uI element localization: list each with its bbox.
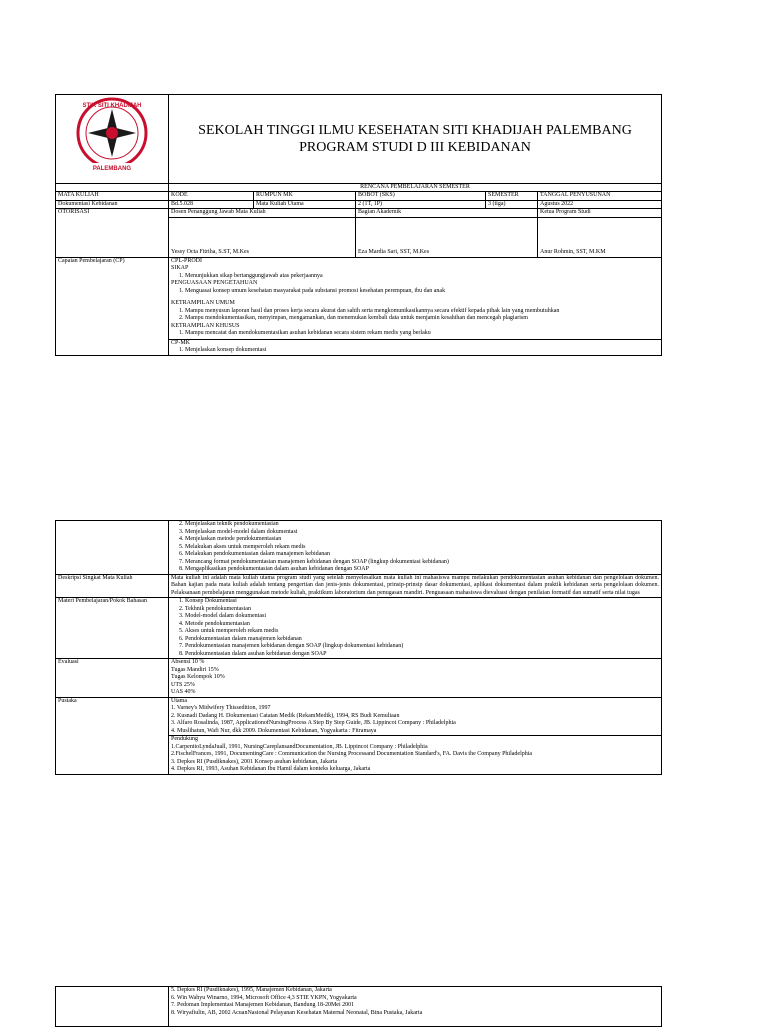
- cpmk-item: 1. Menjelaskan konsep dokumentasi: [179, 347, 267, 353]
- cpmk-item: 2. Menjelaskan teknik pendokumentasian: [179, 521, 279, 527]
- page2-table: [55, 520, 662, 775]
- materi-item: 2. Tekhnik pendokumentasian: [179, 605, 251, 612]
- name-kaprodi: Anur Rohmin, SST, M.KM: [538, 217, 662, 257]
- page-3: [55, 986, 662, 1027]
- program-name: PROGRAM STUDI D III KEBIDANAN: [299, 139, 531, 155]
- evaluasi-item: Tugas Mandiri 15%: [171, 666, 219, 673]
- svg-text:STIK SITI KHADIJAH: STIK SITI KHADIJAH: [82, 103, 142, 109]
- materi-content: [169, 598, 662, 659]
- cpmk-item: 7. Merancang format pendokumentasian manajemen kebidanan dengan SOAP (lingkup dokumentasi kebidanan): [179, 558, 449, 565]
- page-1: [55, 94, 662, 356]
- cpmk-content: [169, 339, 662, 355]
- pustaka-item: 6. Win Wahyu Winarno, 1994, Microsoft Office 4,3 STIE YKPN, Yogyakarta: [171, 994, 357, 1001]
- institution-name: SEKOLAH TINGGI ILMU KESEHATAN SITI KHADIJAH PALEMBANG: [198, 122, 632, 138]
- col-tanggal: TANGGAL PENYUSUNAN: [538, 192, 662, 201]
- utama-item: 2. Kusnadi Dadang H. Dokumentasi Catatan Medik (RekamMedik), 1994, RS Budi Kemuliaan: [171, 712, 400, 719]
- pendukung-content: [169, 736, 662, 775]
- cpmk-item: 3. Menjelaskan model-model dalam dokumentasi: [179, 528, 298, 535]
- page3-label: [56, 987, 169, 1027]
- col-semester: SEMESTER: [486, 192, 538, 201]
- pustaka-label: Pustaka: [56, 697, 169, 774]
- cpl-heading: CPL-PRODI: [171, 257, 203, 264]
- utama-content: [169, 697, 662, 736]
- role-akademik: Bagian Akademik: [356, 209, 538, 218]
- val-rumpun-mk: Mata Kuliah Utama: [254, 200, 356, 209]
- role-dosen: Dosen Penanggung Jawab Mata Kuliah: [169, 209, 356, 218]
- deskripsi-label: Deskripsi Singkat Mata Kuliah: [56, 574, 169, 598]
- svg-text:PALEMBANG: PALEMBANG: [92, 166, 132, 172]
- evaluasi-content: [169, 659, 662, 698]
- khusus-heading: KETRAMPILAN KHUSUS: [171, 322, 240, 329]
- cpmk-item: 8. Mengaplikasikan pendokumentasian dalam asuhan kebidanan dengan SOAP: [179, 566, 369, 572]
- logo-cell: [56, 95, 169, 184]
- cpmk-item: 6. Melakukan pendokumentasian dalam manajemen kebidanan: [179, 551, 330, 557]
- cpmk-cont-label: [56, 521, 169, 575]
- sikap-heading: SIKAP: [171, 265, 189, 271]
- pendukung-item: 1.CarpenitoLyndaJuall, 1991, NursingCareplansandDocumentation, JB. Lippincot Company : Philadelphia: [171, 743, 428, 750]
- cpmk-item: 4. Menjelaskan metode pendokumentasian: [179, 536, 282, 542]
- utama-item: 1. Varney's Midwifery Thissedition, 1997: [171, 705, 271, 711]
- page3-content: [169, 987, 662, 1027]
- name-akademik: Eza Mardia Sari, SST, M.Kes: [356, 217, 538, 257]
- materi-item: 1. Konsep Dokumentasi: [179, 598, 237, 604]
- materi-item: 7. Pendokumentasian manajemen kebidanan dengan SOAP (lingkup dokumentasi kebidanan): [179, 643, 404, 649]
- institution-cell: [169, 95, 662, 184]
- pustaka-item: 7. Pedoman Implementasi Manajemen Kebidanan, Bandung 18-20Mei 2001: [171, 1002, 355, 1008]
- rps-title: RENCANA PEMBELAJARAN SEMESTER: [169, 183, 662, 192]
- sikap-item: 1. Menunjukkan sikap bertanggungjawab atas pekerjaannya: [179, 272, 323, 279]
- val-bobot: 2 (1T, 1P): [356, 200, 486, 209]
- val-tanggal: Agustus 2022: [538, 200, 662, 209]
- utama-item: 4. Muslihatun, Wafi Nur, dkk 2009. Dokumentasi Kebidanan, Yogyakarta : Fitramaya: [171, 727, 377, 734]
- cpmk-cont-content: [169, 521, 662, 575]
- umum-item: 1. Mampu menyusun laporan hasil dan proses kerja secara akurat dan sahih serta mengkomunikasikannya secara efektif kepada pihak lain yang membutuhkan: [179, 307, 560, 314]
- evaluasi-item: Tugas Kelompok 10%: [171, 674, 225, 680]
- otorisasi-label: OTORISASI: [56, 209, 169, 258]
- pendukung-heading: Pendukung: [171, 736, 198, 742]
- pendukung-item: 4. Depkes RI, 1993, Asuhan Kebidanan Ibu Hamil dalam konteks keluarga, Jakarta: [171, 766, 371, 772]
- rps-table: [55, 183, 662, 258]
- pendukung-item: 3. Depkes RI (Pusdiknakes), 2001 Konsep asuhan kebidanan, Jakarta: [171, 758, 338, 765]
- val-mata-kuliah: Dokumentasi Kebidanan: [56, 200, 169, 209]
- pustaka-item: 5. Depkes RI (Pusdiknakes), 1995, Manajemen Kebidanan, Jakarta: [171, 987, 332, 993]
- rps-blank-cell: [56, 183, 169, 192]
- pendukung-item: 2.FischelFrances, 1991, DocumentingCare : Communication the Nursing Processand Documentation Standard's, FA. Davis the Company Philadelphia: [171, 751, 533, 757]
- materi-item: 6. Pendokumentasian dalam manajemen kebidanan: [179, 635, 302, 642]
- school-logo-icon: [64, 95, 160, 179]
- pengetahuan-item: 1. Menguasai konsep umum kesehatan masyarakat pada substansi promosi kesehatan perempuan, ibu dan anak: [179, 287, 446, 294]
- evaluasi-item: Absensi 10 %: [171, 659, 205, 665]
- umum-item: 2. Mampu mendokumentasikan, menyimpan, mengamankan, dan menemukan kembali data untuk menjamin kesahihan dan mencegah plagiarism: [179, 315, 528, 321]
- col-bobot: BOBOT (SKS): [356, 192, 486, 201]
- materi-item: 5. Akses untuk memperoleh rekam medis: [179, 628, 279, 634]
- utama-heading: Utama: [171, 697, 187, 704]
- materi-item: 3. Model-model dalam dokumentasi: [179, 613, 266, 619]
- pengetahuan-heading: PENGUASAAN PENGETAHUAN: [171, 280, 258, 286]
- materi-item: 8. Pendokumentasian dalam asuhan kebidanan dengan SOAP: [179, 650, 327, 657]
- cp-content: [169, 257, 662, 339]
- cp-table: [55, 257, 662, 356]
- pustaka-item: 8. Wiryafiulin, AB, 2002 AcuanNasional Pelayanan Kesehatan Maternal Neonatal, Bina Pustaka, Jakarta: [171, 1009, 423, 1016]
- col-mata-kuliah: MATA KULIAH: [56, 192, 169, 201]
- val-kode: Bd.5.028: [169, 200, 254, 209]
- page3-table: [55, 986, 662, 1027]
- evaluasi-label: Evaluasi: [56, 659, 169, 698]
- role-kaprodi: Ketua Program Studi: [538, 209, 662, 218]
- val-semester: 3 (tiga): [486, 200, 538, 209]
- cpmk-heading: CP-MK: [171, 339, 191, 346]
- page-2: [55, 520, 662, 775]
- evaluasi-item: UAS 40%: [171, 689, 196, 695]
- khusus-item: 1. Mampu mencatat dan mendokumentasikan asuhan kebidanan secara sistem rekam medis yang berlaku: [179, 330, 431, 336]
- evaluasi-item: UTS 25%: [171, 681, 195, 688]
- col-rumpun-mk: RUMPUN MK: [254, 192, 356, 201]
- umum-heading: KETRAMPILAN UMUM: [171, 300, 235, 306]
- cpmk-item: 5. Melakukan akses untuk memperoleh rekam medis: [179, 543, 306, 550]
- col-kode: KODE: [169, 192, 254, 201]
- cp-label: Capaian Pembelajaran (CP): [56, 257, 169, 355]
- name-dosen: Yessy Octa Fitriha, S.ST, M.Kes: [169, 217, 356, 257]
- header-table: [55, 94, 662, 184]
- materi-label: Materi Pembelajaran/Pokok Bahasan: [56, 598, 169, 659]
- materi-item: 4. Metode pendokumentasian: [179, 620, 250, 627]
- deskripsi-text: Mata kuliah ini adalah mata kuliah utama program studi yang setelah menyelesaikan mata kuliah ini mahasiswa mampu melakukan pendokumentasian asuhan kebidanan dan pengelolaan dokumen. Bahan kajian pada mata kuliah adalah tentang pengertian dan jenis-jenis dokumentasi, prinsip-prinsip dasar dokumentasi, aplikasi dokumentasi dalam praktik kebidanan serta pengelolaan dokumen. Pelaksanaan pembelajaran menggunakan metode kuliah, praktikum laboratorium dan penugasan mandiri. Penguasaan mahasiswa dievaluasi dengan penilaian formatif dan sumatif serta nilai tugas: [169, 574, 662, 598]
- utama-item: 3. Alfaro Rosalinda, 1987, ApplicationofNursingProcess A Step By Step Guide, JB. Lippincot Company : Philadelphia: [171, 720, 456, 726]
